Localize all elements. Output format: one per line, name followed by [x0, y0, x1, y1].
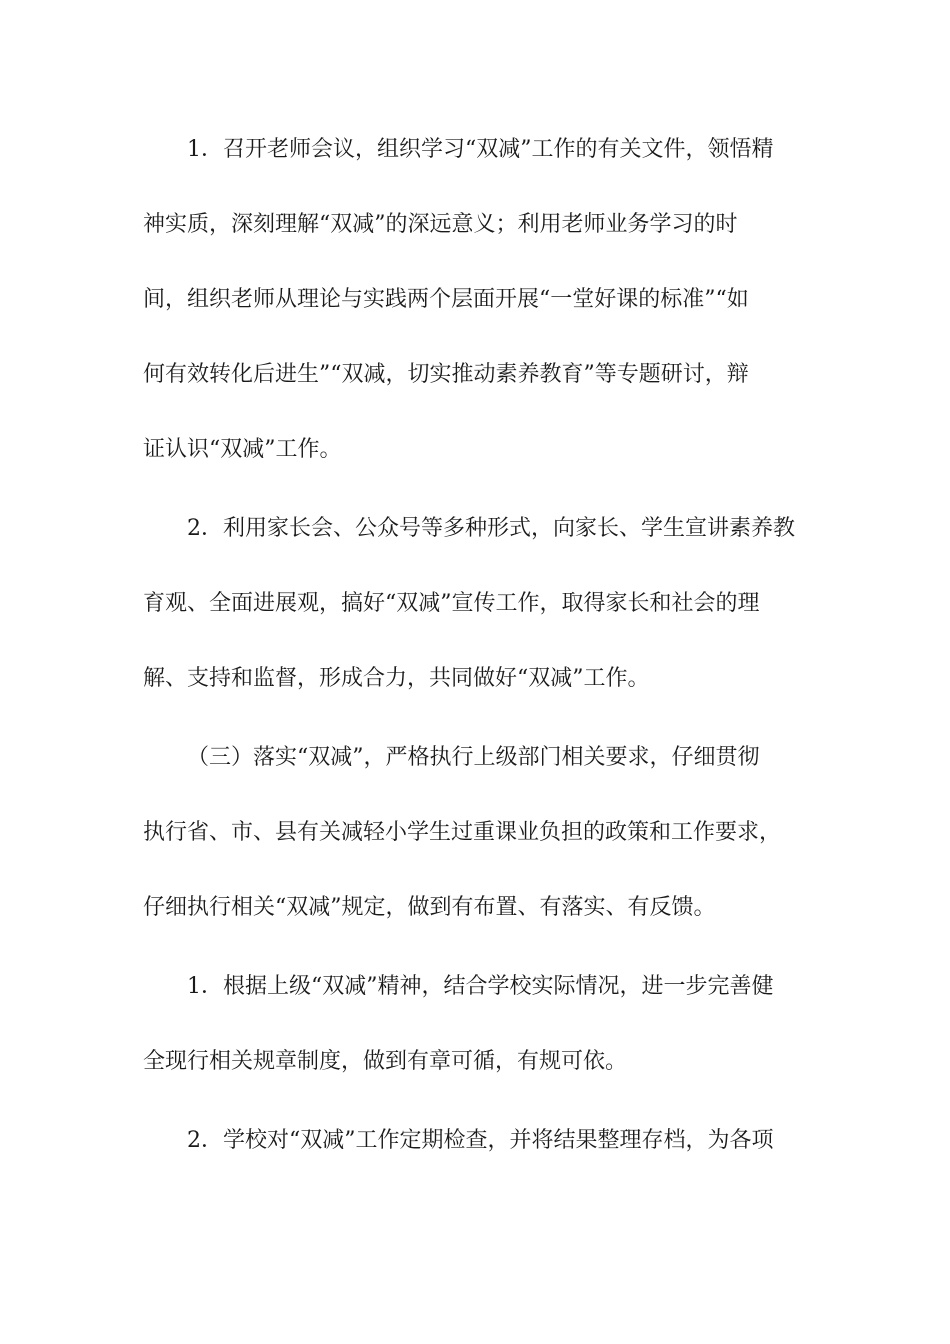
- text-line: 2．学校对“双减”工作定期检查，并将结果整理存档，为各项: [187, 1128, 774, 1153]
- text-line: 全现行相关规章制度，做到有章可循，有规可依。: [143, 1049, 628, 1074]
- text-line: 1．根据上级“双减”精神，结合学校实际情况，进一步完善健: [187, 974, 774, 999]
- text-line: 神实质，深刻理解“双减”的深远意义；利用老师业务学习的时: [143, 212, 738, 237]
- text-line: 解、支持和监督，形成合力，共同做好“双减”工作。: [143, 666, 650, 691]
- text-line: 1．召开老师会议，组织学习“双减”工作的有关文件，领悟精: [187, 137, 774, 162]
- text-line: 证认识“双减”工作。: [143, 437, 342, 462]
- text-line: 仔细执行相关“双减”规定，做到有布置、有落实、有反馈。: [143, 895, 716, 920]
- text-line: 何有效转化后进生”“双减，切实推动素养教育”等专题研讨，辩: [143, 362, 749, 387]
- text-line: 2．利用家长会、公众号等多种形式，向家长、学生宣讲素养教: [187, 516, 795, 541]
- text-line: （三）落实“双减”，严格执行上级部门相关要求，仔细贯彻: [187, 745, 760, 770]
- text-line: 执行省、市、县有关减轻小学生过重课业负担的政策和工作要求，: [143, 820, 782, 845]
- text-line: 育观、全面进展观，搞好“双减”宣传工作，取得家长和社会的理: [143, 591, 760, 616]
- text-line: 间，组织老师从理论与实践两个层面开展“一堂好课的标准”“如: [143, 287, 749, 312]
